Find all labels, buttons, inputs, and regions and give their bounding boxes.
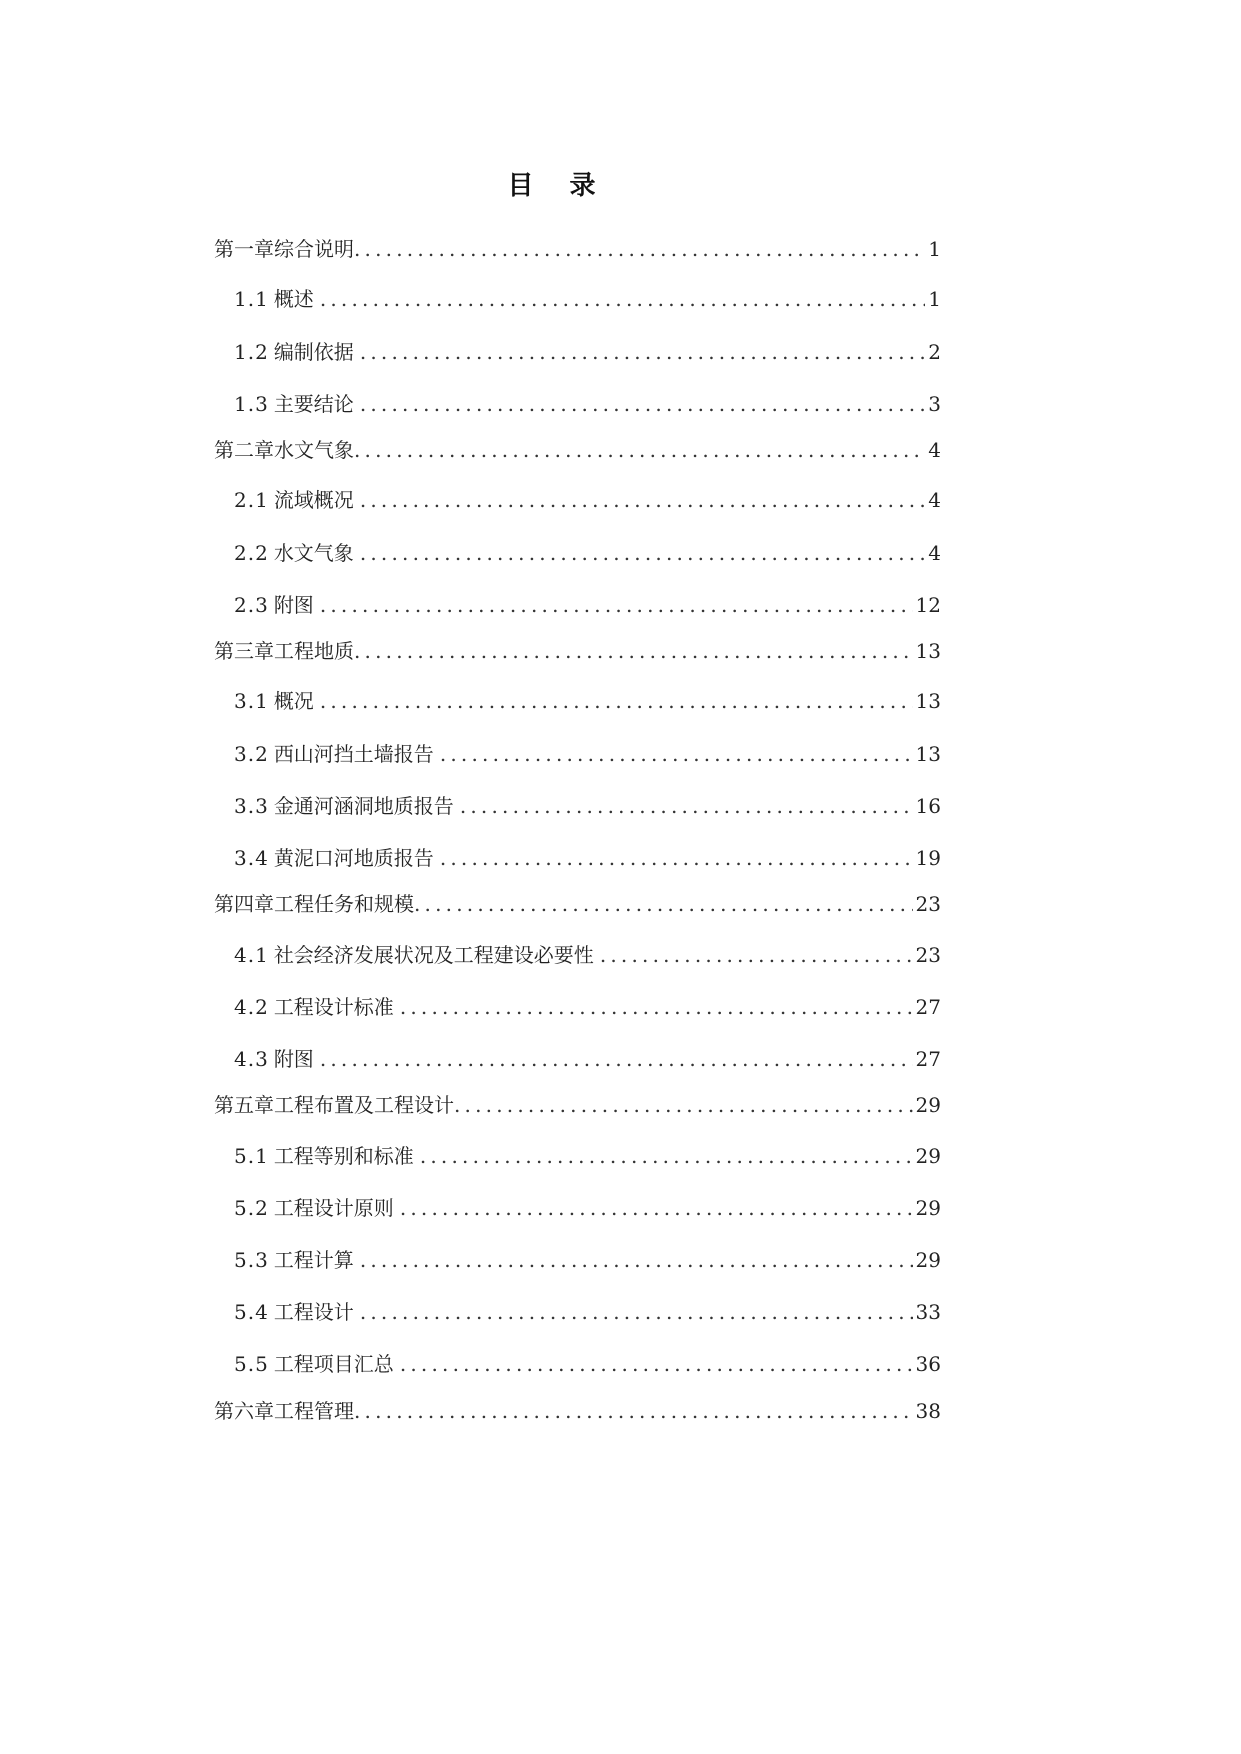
entry-title: 水文气象 (273, 541, 354, 565)
entry-title: 工程设计原则 (273, 1196, 394, 1220)
entry-page-number: 4 (928, 488, 941, 512)
toc-section-entry[interactable] (234, 843, 941, 873)
toc-section-entry[interactable] (234, 590, 941, 620)
entry-page-number: 29 (915, 1144, 941, 1168)
entry-page-number: 16 (915, 794, 941, 818)
entry-title: 工程任务和规模 (274, 892, 414, 916)
entry-number: 4.3 (234, 1047, 269, 1071)
entry-number: 第三章 (214, 639, 274, 663)
toc-section-entry[interactable] (234, 739, 941, 769)
dot-leader (320, 686, 913, 716)
entry-title: 金通河涵洞地质报告 (273, 794, 454, 818)
dot-leader (460, 791, 913, 821)
dot-leader (454, 1090, 913, 1120)
entry-page-number: 12 (915, 593, 941, 617)
toc-chapter-entry[interactable] (214, 636, 941, 666)
entry-title: 流域概况 (273, 488, 354, 512)
entry-title: 概述 (273, 287, 314, 311)
entry-title: 主要结论 (273, 392, 354, 416)
entry-number: 5.3 (234, 1248, 269, 1272)
entry-number: 3.3 (234, 794, 269, 818)
dot-leader (440, 843, 913, 873)
toc-chapter-entry[interactable] (214, 1396, 941, 1426)
entry-page-number: 38 (915, 1399, 941, 1423)
entry-number: 2.2 (234, 541, 269, 565)
entry-page-number: 29 (915, 1196, 941, 1220)
entry-title: 黄泥口河地质报告 (273, 846, 434, 870)
entry-page-number: 13 (915, 742, 941, 766)
entry-title: 西山河挡土墙报告 (273, 742, 434, 766)
entry-page-number: 4 (928, 438, 941, 462)
entry-number: 第二章 (214, 438, 274, 462)
entry-title: 工程布置及工程设计 (274, 1093, 454, 1117)
entry-page-number: 36 (915, 1352, 941, 1376)
entry-number: 3.1 (234, 689, 269, 713)
dot-leader (360, 485, 925, 515)
entry-number: 第一章 (214, 237, 274, 261)
toc-section-entry[interactable] (234, 1245, 941, 1275)
entry-title: 工程计算 (273, 1248, 354, 1272)
dot-leader (440, 739, 913, 769)
toc-section-entry[interactable] (234, 337, 941, 367)
entry-number: 第四章 (214, 892, 274, 916)
dot-leader (360, 389, 925, 419)
dot-leader (400, 1349, 913, 1379)
entry-title: 概况 (273, 689, 314, 713)
entry-title: 工程管理 (274, 1399, 354, 1423)
dot-leader (360, 337, 925, 367)
toc-section-entry[interactable] (234, 1141, 941, 1171)
entry-title: 编制依据 (273, 340, 354, 364)
entry-number: 1.2 (234, 340, 269, 364)
dot-leader (354, 1396, 913, 1426)
toc-section-entry[interactable] (234, 992, 941, 1022)
entry-page-number: 33 (915, 1300, 941, 1324)
toc-section-entry[interactable] (234, 686, 941, 716)
toc-section-entry[interactable] (234, 940, 941, 970)
entry-number: 5.2 (234, 1196, 269, 1220)
entry-page-number: 2 (928, 340, 941, 364)
toc-section-entry[interactable] (234, 791, 941, 821)
entry-title: 附图 (273, 593, 314, 617)
toc-chapter-entry[interactable] (214, 234, 941, 264)
toc-section-entry[interactable] (234, 284, 941, 314)
dot-leader (400, 1193, 913, 1223)
dot-leader (354, 234, 925, 264)
entry-number: 第五章 (214, 1093, 274, 1117)
entry-title: 综合说明 (274, 237, 354, 261)
entry-title: 工程地质 (274, 639, 354, 663)
dot-leader (414, 889, 913, 919)
entry-page-number: 4 (928, 541, 941, 565)
entry-page-number: 13 (915, 689, 941, 713)
entry-page-number: 23 (915, 943, 941, 967)
toc-section-entry[interactable] (234, 1349, 941, 1379)
entry-page-number: 27 (915, 1047, 941, 1071)
entry-title: 工程项目汇总 (273, 1352, 394, 1376)
entry-page-number: 3 (928, 392, 941, 416)
dot-leader (400, 992, 913, 1022)
dot-leader (320, 284, 925, 314)
dot-leader (360, 1297, 913, 1327)
toc-section-entry[interactable] (234, 1044, 941, 1074)
entry-number: 5.5 (234, 1352, 269, 1376)
entry-page-number: 27 (915, 995, 941, 1019)
entry-number: 5.4 (234, 1300, 269, 1324)
entry-number: 3.4 (234, 846, 269, 870)
entry-title: 工程设计标准 (273, 995, 394, 1019)
entry-number: 1.3 (234, 392, 269, 416)
entry-page-number: 1 (928, 237, 941, 261)
dot-leader (420, 1141, 913, 1171)
dot-leader (354, 435, 925, 465)
entry-number: 1.1 (234, 287, 269, 311)
entry-number: 第六章 (214, 1399, 274, 1423)
entry-number: 2.1 (234, 488, 269, 512)
dot-leader (360, 538, 925, 568)
entry-page-number: 23 (915, 892, 941, 916)
entry-page-number: 13 (915, 639, 941, 663)
toc-section-entry[interactable] (234, 485, 941, 515)
entry-number: 2.3 (234, 593, 269, 617)
toc-section-entry[interactable] (234, 389, 941, 419)
toc-section-entry[interactable] (234, 1193, 941, 1223)
dot-leader (600, 940, 913, 970)
entry-page-number: 1 (928, 287, 941, 311)
dot-leader (360, 1245, 913, 1275)
entry-number: 3.2 (234, 742, 269, 766)
toc-chapter-entry[interactable] (214, 889, 941, 919)
toc-section-entry[interactable] (234, 1297, 941, 1327)
entry-title: 社会经济发展状况及工程建设必要性 (273, 943, 594, 967)
toc-title-char-1: 目 (507, 171, 534, 201)
entry-title: 水文气象 (274, 438, 354, 462)
entry-page-number: 19 (915, 846, 941, 870)
entry-number: 4.1 (234, 943, 269, 967)
dot-leader (320, 590, 913, 620)
entry-page-number: 29 (915, 1248, 941, 1272)
entry-page-number: 29 (915, 1093, 941, 1117)
entry-title: 工程设计 (273, 1300, 354, 1324)
entry-number: 4.2 (234, 995, 269, 1019)
toc-chapter-entry[interactable] (214, 1090, 941, 1120)
toc-section-entry[interactable] (234, 538, 941, 568)
toc-chapter-entry[interactable] (214, 435, 941, 465)
entry-title: 工程等别和标准 (273, 1144, 414, 1168)
dot-leader (320, 1044, 913, 1074)
entry-title: 附图 (273, 1047, 314, 1071)
toc-title-char-2: 录 (569, 171, 596, 201)
dot-leader (354, 636, 913, 666)
entry-number: 5.1 (234, 1144, 269, 1168)
